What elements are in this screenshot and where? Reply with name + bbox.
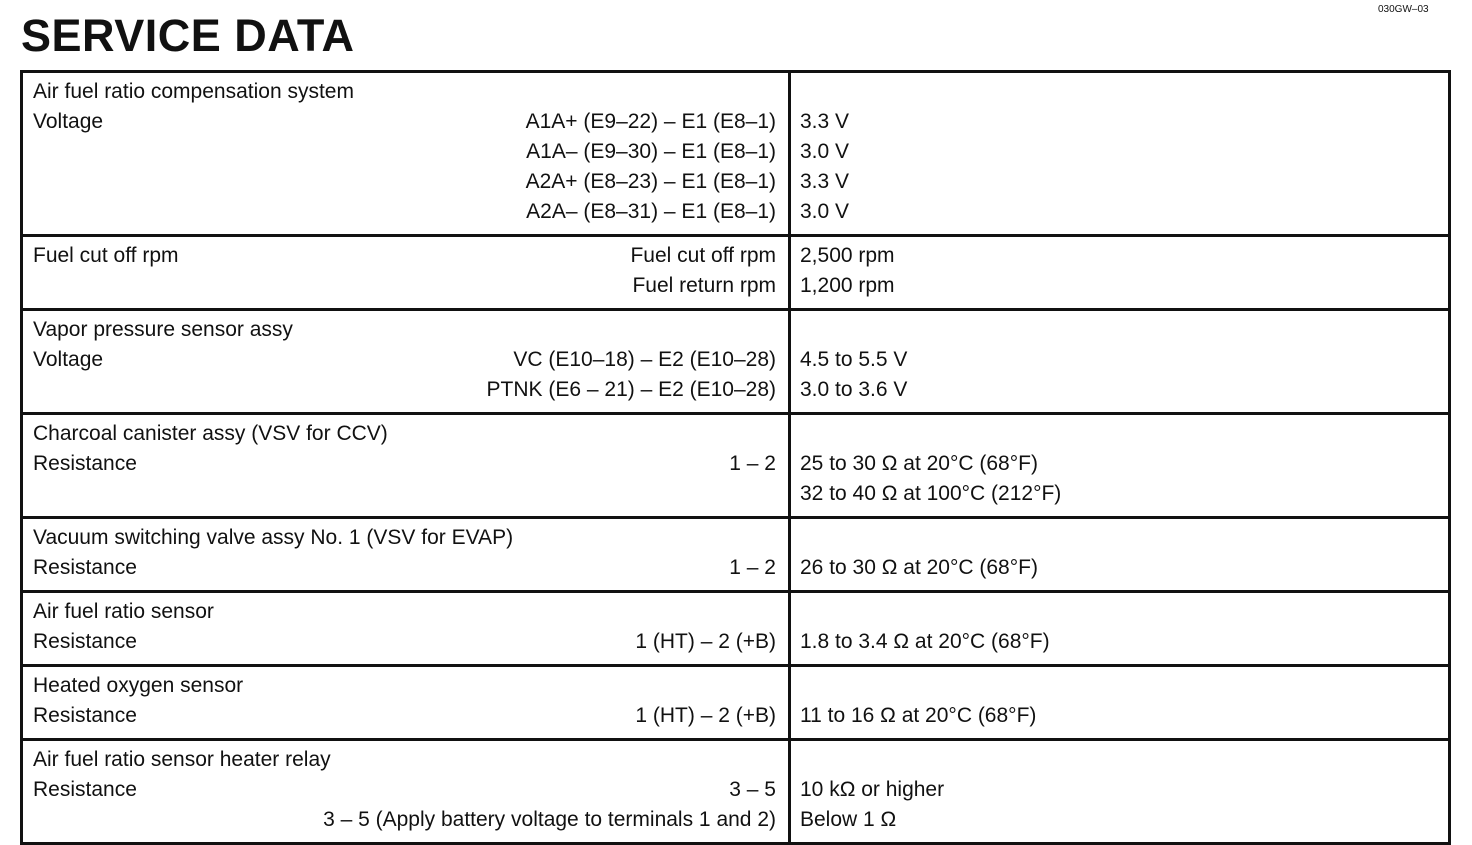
- spec-row: [33, 630, 776, 660]
- terminal-label: 1 (HT) – 2 (+B): [635, 704, 776, 727]
- item-column: [23, 237, 791, 308]
- spec-value: 1.8 to 3.4 Ω at 20°C (68°F): [800, 630, 1050, 653]
- item-column: [23, 593, 791, 664]
- terminal-label: VC (E10–18) – E2 (E10–28): [513, 348, 776, 371]
- terminal-label: 3 – 5: [729, 778, 776, 801]
- spec-row: [33, 808, 776, 838]
- spec-row: [33, 80, 776, 110]
- value-column: [791, 741, 1448, 842]
- spec-value: [800, 674, 1438, 704]
- spec-value: 11 to 16 Ω at 20°C (68°F): [800, 704, 1037, 727]
- spec-value: 4.5 to 5.5 V: [800, 348, 908, 371]
- spec-row: [33, 748, 776, 778]
- spec-row: [33, 600, 776, 630]
- item-label: Charcoal canister assy (VSV for CCV): [33, 422, 388, 445]
- spec-row: [33, 378, 776, 408]
- spec-value: 3.0 to 3.6 V: [800, 378, 908, 401]
- value-column: [791, 667, 1448, 738]
- item-label: Resistance: [33, 452, 137, 475]
- spec-row: [33, 704, 776, 734]
- document-code: 030GW–03: [1378, 4, 1429, 15]
- spec-value: 3.0 V: [800, 200, 850, 223]
- spec-section: [23, 519, 1448, 593]
- terminal-label: A1A+ (E9–22) – E1 (E8–1): [525, 110, 776, 133]
- spec-value: 3.0 V: [800, 140, 850, 163]
- spec-section: [23, 415, 1448, 519]
- spec-row: [33, 778, 776, 808]
- terminal-label: PTNK (E6 – 21) – E2 (E10–28): [486, 378, 776, 401]
- spec-value: 32 to 40 Ω at 100°C (212°F): [800, 482, 1062, 505]
- item-label: Voltage: [33, 110, 104, 133]
- spec-row: [33, 200, 776, 230]
- spec-section: [23, 593, 1448, 667]
- spec-section: [23, 73, 1448, 237]
- terminal-label: 1 (HT) – 2 (+B): [635, 630, 776, 653]
- item-column: [23, 415, 791, 516]
- value-column: [791, 415, 1448, 516]
- item-column: [23, 311, 791, 412]
- terminal-label: A2A– (E8–31) – E1 (E8–1): [526, 200, 776, 223]
- item-label: Heated oxygen sensor: [33, 674, 244, 697]
- item-label: Vacuum switching valve assy No. 1 (VSV for EVAP): [33, 526, 514, 549]
- value-column: [791, 311, 1448, 412]
- spec-row: [33, 526, 776, 556]
- spec-value: 3.3 V: [800, 170, 850, 193]
- item-column: [23, 73, 791, 234]
- spec-row: [33, 482, 776, 512]
- page-title: SERVICE DATA: [21, 10, 355, 61]
- spec-value: [800, 80, 1438, 110]
- spec-row: [33, 348, 776, 378]
- spec-value: [800, 422, 1438, 452]
- spec-value: [800, 526, 1438, 556]
- terminal-label: Fuel cut off rpm: [630, 244, 776, 267]
- item-label: Vapor pressure sensor assy: [33, 318, 293, 341]
- item-label: Resistance: [33, 704, 137, 727]
- spec-row: [33, 318, 776, 348]
- spec-value: 26 to 30 Ω at 20°C (68°F): [800, 556, 1038, 579]
- terminal-label: 1 – 2: [729, 556, 776, 579]
- spec-value: 25 to 30 Ω at 20°C (68°F): [800, 452, 1038, 475]
- spec-row: [33, 140, 776, 170]
- item-label: Air fuel ratio sensor heater relay: [33, 748, 331, 771]
- item-label: Resistance: [33, 778, 137, 801]
- value-column: [791, 519, 1448, 590]
- spec-value: [800, 748, 1438, 778]
- item-column: [23, 667, 791, 738]
- spec-value: [800, 318, 1438, 348]
- spec-row: [33, 274, 776, 304]
- item-column: [23, 741, 791, 842]
- spec-section: [23, 237, 1448, 311]
- spec-row: [33, 110, 776, 140]
- spec-row: [33, 244, 776, 274]
- spec-row: [33, 452, 776, 482]
- value-column: [791, 593, 1448, 664]
- terminal-label: Fuel return rpm: [632, 274, 776, 297]
- value-column: [791, 237, 1448, 308]
- item-column: [23, 519, 791, 590]
- item-label: Resistance: [33, 556, 137, 579]
- value-column: [791, 73, 1448, 234]
- spec-section: [23, 667, 1448, 741]
- spec-row: [33, 170, 776, 200]
- item-label: Fuel cut off rpm: [33, 244, 179, 267]
- spec-section: [23, 311, 1448, 415]
- spec-value: 3.3 V: [800, 110, 850, 133]
- spec-row: [33, 674, 776, 704]
- spec-section: [23, 741, 1448, 842]
- terminal-label: A1A– (E9–30) – E1 (E8–1): [526, 140, 776, 163]
- terminal-label: A2A+ (E8–23) – E1 (E8–1): [525, 170, 776, 193]
- item-label: Air fuel ratio compensation system: [33, 80, 354, 103]
- spec-value: Below 1 Ω: [800, 808, 897, 831]
- spec-value: 1,200 rpm: [800, 274, 895, 297]
- item-label: Voltage: [33, 348, 104, 371]
- spec-value: 10 kΩ or higher: [800, 778, 945, 801]
- terminal-label: 1 – 2: [729, 452, 776, 475]
- terminal-label: 3 – 5 (Apply battery voltage to terminals 1 and 2): [323, 808, 776, 831]
- spec-row: [33, 556, 776, 586]
- item-label: Resistance: [33, 630, 137, 653]
- service-data-table: [20, 70, 1451, 845]
- item-label: Air fuel ratio sensor: [33, 600, 214, 623]
- spec-value: [800, 600, 1438, 630]
- spec-row: [33, 422, 776, 452]
- spec-value: 2,500 rpm: [800, 244, 895, 267]
